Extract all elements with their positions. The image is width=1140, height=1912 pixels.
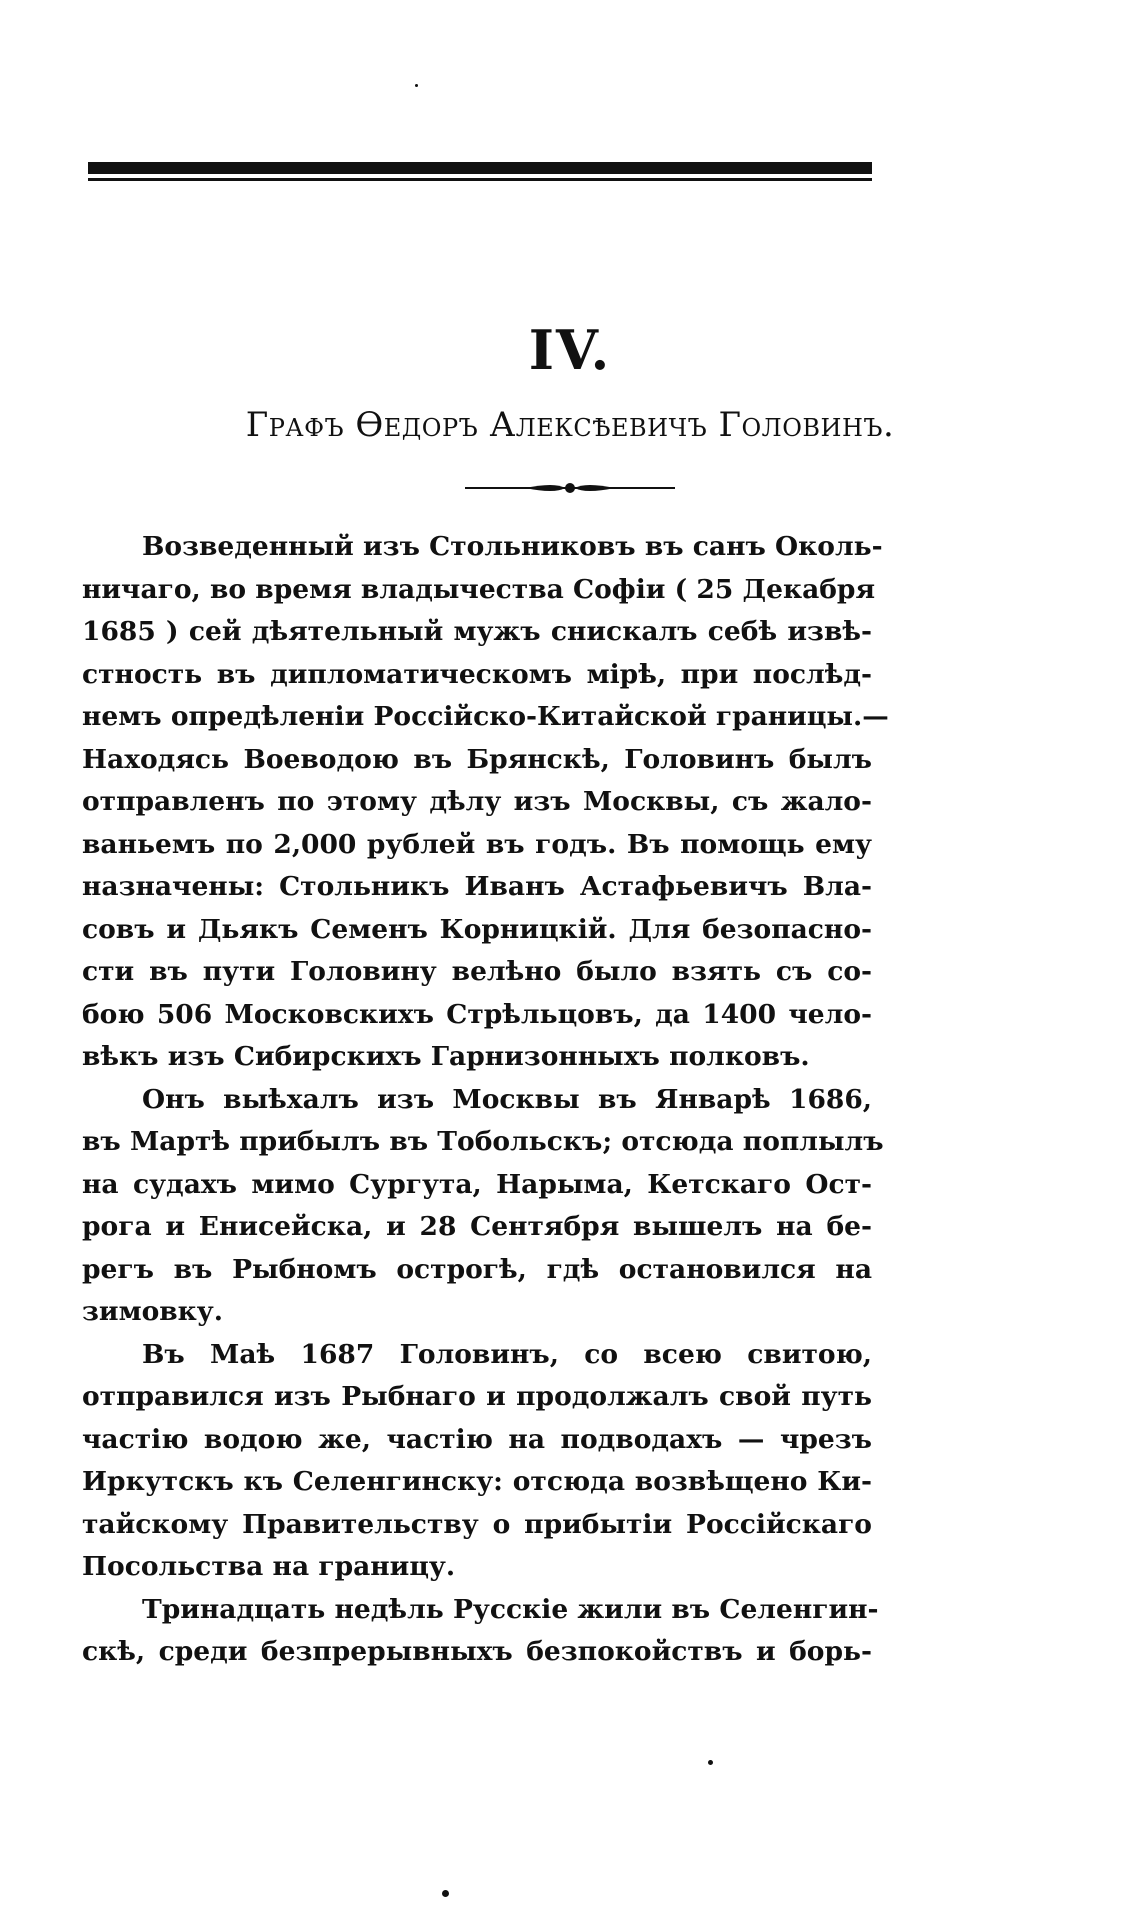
text-line: совъ и Дьякъ Семенъ Корницкій. Для безопасно-: [82, 913, 872, 945]
ink-speck: [708, 1760, 713, 1765]
text-line: бою 506 Московскихъ Стрѣльцовъ, да 1400 чело-: [82, 998, 872, 1030]
text-line: Онъ выѣхалъ изъ Москвы въ Январѣ 1686,: [142, 1083, 872, 1115]
text-line: Тринадцать недѣль Русскіе жили въ Селенгин-: [142, 1593, 879, 1625]
text-line: частію водою же, частію на подводахъ — чрезъ: [82, 1423, 872, 1455]
text-line: немъ опредѣленіи Россійско-Китайской границы.—: [82, 701, 889, 732]
text-line: регъ въ Рыбномъ острогѣ, гдѣ остановился на: [82, 1253, 872, 1285]
text-line: стность въ дипломатическомъ мірѣ, при послѣд-: [82, 658, 872, 690]
text-line: Находясь Воеводою въ Брянскѣ, Головинъ былъ: [82, 743, 872, 775]
text-line: рога и Енисейска, и 28 Сентября вышелъ на бе-: [82, 1211, 872, 1242]
text-line: Иркутскъ къ Селенгинску: отсюда возвѣщено Ки-: [82, 1466, 872, 1497]
ink-speck: [442, 1890, 449, 1897]
text-line: 1685 ) сей дѣятельный мужъ снискалъ себѣ извѣ-: [82, 616, 872, 647]
double-rule-icon: [88, 162, 872, 181]
ink-speck: [415, 84, 418, 87]
text-line: Посольства на границу.: [82, 1551, 456, 1582]
text-line: сти въ пути Головину велѣно было взять съ со-: [82, 956, 872, 987]
text-line: тайскому Правительству о прибытіи Россійскаго: [82, 1508, 872, 1540]
text-line: отправился изъ Рыбнаго и продолжалъ свой путь: [82, 1381, 872, 1412]
text-line: зимовку.: [82, 1296, 224, 1327]
dash-ornament-icon: [0, 480, 1140, 499]
text-line: вѣкъ изъ Сибирскихъ Гарнизонныхъ полковъ.: [82, 1041, 810, 1072]
chapter-numeral: IV.: [528, 318, 612, 382]
text-line: въ Мартѣ прибылъ въ Тобольскъ; отсюда поплылъ: [82, 1126, 884, 1157]
text-line: ничаго, во время владычества Софіи ( 25 Декабря: [82, 573, 876, 605]
text-line: отправленъ по этому дѣлу изъ Москвы, съ жало-: [82, 786, 872, 817]
text-line: ваньемъ по 2,000 рублей въ годъ. Въ помощь ему: [82, 828, 872, 860]
text-line: Въ Маѣ 1687 Головинъ, со всею свитою,: [142, 1338, 872, 1370]
body-text: [82, 526, 889, 1674]
text-line: скѣ, среди безпрерывныхъ безпокойствъ и борь-: [82, 1636, 872, 1667]
text-line: Возведенный изъ Стольниковъ въ санъ Околь-: [142, 531, 883, 562]
text-line: назначены: Стольникъ Иванъ Астафьевичъ Вла-: [82, 871, 872, 902]
text-line: на судахъ мимо Сургута, Нарыма, Кетскаго Ост-: [82, 1168, 872, 1200]
chapter-title: Графъ Ѳедоръ Алексѣевичъ Головинъ.: [245, 405, 895, 445]
